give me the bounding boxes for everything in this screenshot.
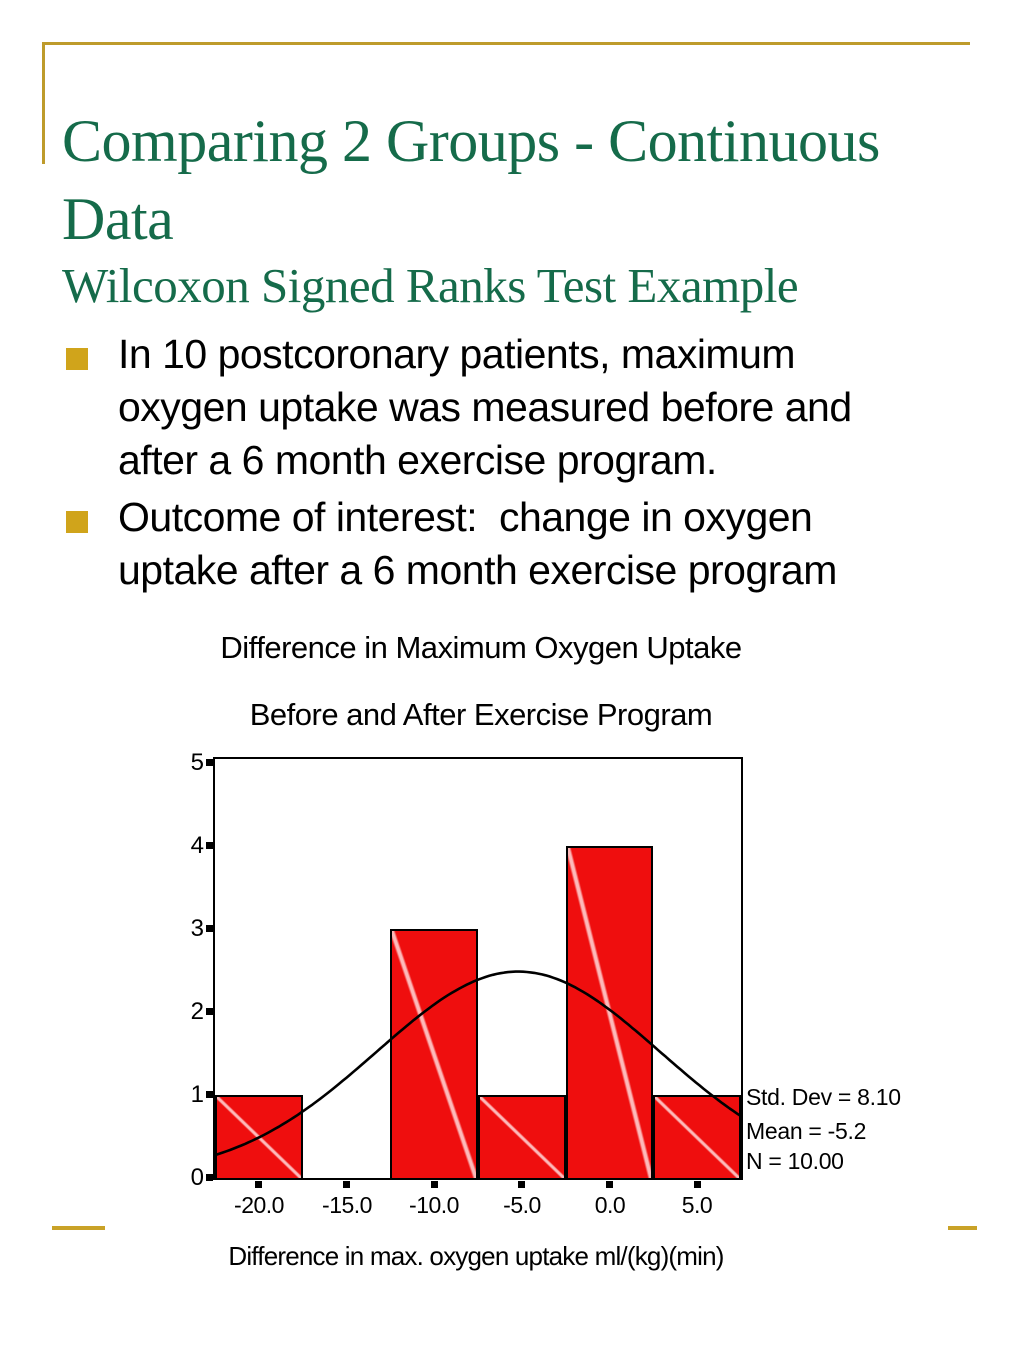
x-axis-tick-label: -20.0 bbox=[234, 1192, 284, 1218]
stat-n: N = 10.00 bbox=[746, 1148, 844, 1174]
x-axis-tick-label: -5.0 bbox=[503, 1192, 541, 1218]
x-axis-title: Difference in max. oxygen uptake ml/(kg)(min) bbox=[228, 1241, 724, 1271]
y-axis-tick-label: 1 bbox=[190, 1081, 204, 1108]
x-axis-tick-mark bbox=[343, 1181, 350, 1188]
x-axis-tick-label: 5.0 bbox=[681, 1192, 713, 1218]
y-axis-tick-mark bbox=[206, 1008, 213, 1015]
y-axis-tick-mark bbox=[206, 1091, 213, 1098]
y-axis-tick-label: 4 bbox=[190, 832, 204, 859]
y-axis-tick-label: 5 bbox=[190, 749, 204, 776]
chart-title-line2: Before and After Exercise Program bbox=[249, 697, 713, 732]
bullet-text: In 10 postcoronary patients, maximum oxygen uptake was measured before and after a 6 month exercise program. bbox=[118, 331, 863, 483]
page-title: Comparing 2 Groups - Continuous Data bbox=[62, 108, 880, 252]
histogram-bar bbox=[390, 929, 478, 1178]
y-axis-tick-label: 3 bbox=[190, 915, 204, 942]
y-axis-tick-mark bbox=[206, 842, 213, 849]
x-axis-tick-mark bbox=[255, 1181, 262, 1188]
histogram-bar bbox=[653, 1095, 741, 1178]
histogram-bar bbox=[566, 846, 654, 1178]
bottom-left-accent-line bbox=[52, 1226, 105, 1230]
x-axis-tick-mark bbox=[694, 1181, 701, 1188]
x-axis-tick-label: -10.0 bbox=[409, 1192, 459, 1218]
bullet-text: Outcome of interest: change in oxygen uptake after a 6 month exercise program bbox=[118, 494, 837, 593]
y-axis-tick-mark bbox=[206, 925, 213, 932]
y-axis-tick-label: 0 bbox=[190, 1164, 204, 1191]
bullet-list bbox=[66, 328, 946, 601]
plot-area bbox=[213, 757, 743, 1180]
x-axis-tick-mark bbox=[518, 1181, 525, 1188]
bullet-square-icon bbox=[66, 511, 88, 533]
y-axis-tick-mark bbox=[206, 1174, 213, 1181]
x-axis-tick-label: -15.0 bbox=[322, 1192, 372, 1218]
bullet-square-icon bbox=[66, 348, 88, 370]
page-subtitle: Wilcoxon Signed Ranks Test Example bbox=[62, 258, 799, 313]
stat-std-dev: Std. Dev = 8.10 bbox=[746, 1084, 901, 1110]
y-axis-tick-label: 2 bbox=[190, 998, 204, 1025]
bottom-right-accent-line bbox=[948, 1226, 977, 1230]
x-axis-tick-label: 0.0 bbox=[594, 1192, 626, 1218]
bullet-item bbox=[66, 491, 946, 597]
bullet-item bbox=[66, 328, 946, 487]
top-accent-line bbox=[42, 42, 970, 45]
stat-mean: Mean = -5.2 bbox=[746, 1118, 867, 1144]
y-axis-tick-mark bbox=[206, 759, 213, 766]
title-accent-line bbox=[42, 42, 45, 164]
x-axis-tick-mark bbox=[431, 1181, 438, 1188]
histogram-bar bbox=[478, 1095, 566, 1178]
chart-title-line1: Difference in Maximum Oxygen Uptake bbox=[220, 630, 742, 665]
histogram-bar bbox=[215, 1095, 303, 1178]
x-axis-tick-mark bbox=[606, 1181, 613, 1188]
